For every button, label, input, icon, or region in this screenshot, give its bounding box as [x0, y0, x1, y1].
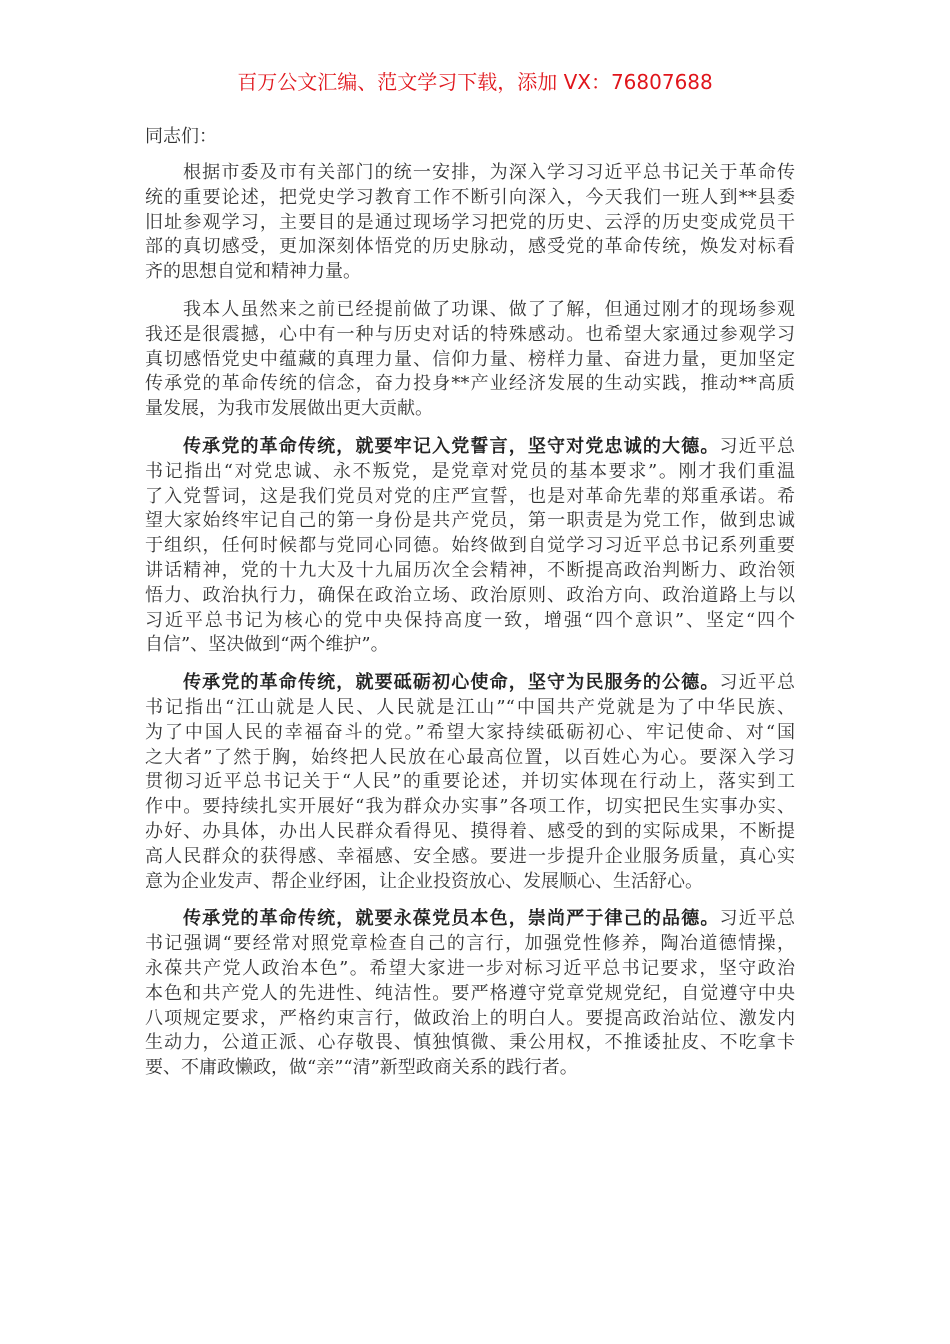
- lead-sentence: 传承党的革命传统，就要砥砺初心使命，坚守为民服务的公德。: [183, 672, 720, 694]
- line-text: 永葆共产党人政治本色”。希望大家进一步对标习近平总书记要求，坚守政治: [145, 957, 795, 979]
- line-text: 部的真切感受，更加深刻体悟党的历史脉动，感受党的革命传统，焕发对标看: [145, 236, 795, 258]
- line-text: 高人民群众的获得感、幸福感、安全感。要进一步提升企业服务质量，真心实: [145, 845, 795, 867]
- line-text: 根据市委及市有关部门的统一安排，为深入学习习近平总书记关于革命传: [183, 162, 795, 183]
- line-text: 习近平总: [719, 435, 795, 457]
- lead-sentence: 传承党的革命传统，就要永葆党员本色，崇尚严于律己的品德。: [183, 908, 720, 930]
- line-text: 悟力、政治执行力，确保在政治立场、政治原则、政治方向、政治道路上与以: [145, 584, 795, 606]
- text-line: [145, 845, 795, 870]
- line-text: 自信”、坚决做到“两个维护”。: [145, 634, 389, 656]
- text-line: [145, 509, 795, 534]
- line-text: 习近平总书记为核心的党中央保持高度一致，增强“四个意识”、坚定“四个: [145, 609, 795, 631]
- text-line: [145, 1031, 795, 1056]
- text-line: [145, 932, 795, 957]
- line-text: 统的重要论述，把党史学习教育工作不断引向深入，今天我们一班人到**县委: [145, 186, 795, 208]
- text-line: [145, 633, 795, 658]
- line-text: 书记指出“江山就是人民、人民就是江山”“中国共产党就是为了中华民族、: [145, 696, 795, 718]
- line-text: 贯彻习近平总书记关于“人民”的重要论述，并切实体现在行动上，落实到工: [145, 771, 795, 793]
- paragraphs: [145, 161, 795, 1081]
- text-line: [145, 1056, 795, 1081]
- line-text: 本色和共产党人的先进性、纯洁性。要严格遵守党章党规党纪，自觉遵守中央: [145, 982, 795, 1004]
- document-body: [145, 124, 795, 1094]
- line-text: 要、不庸政懒政，做“亲”“清”新型政商关系的践行者。: [145, 1057, 578, 1079]
- text-line: [145, 1007, 795, 1032]
- text-line: [145, 323, 795, 348]
- line-text: 办好、办具体，办出人民群众看得见、摸得着、感受的到的实际成果，不断提: [145, 820, 795, 842]
- text-line: [145, 671, 795, 696]
- line-text: 齐的思想自觉和精神力量。: [145, 261, 361, 283]
- text-line: [145, 770, 795, 795]
- line-text: 望大家始终牢记自己的第一身份是共产党员，第一职责是为党工作，做到忠诚: [145, 510, 795, 532]
- line-text: 意为企业发声、帮企业纾困，让企业投资放心、发展顺心、生活舒心。: [145, 870, 703, 892]
- text-line: [145, 348, 795, 373]
- line-text: 书记指出“对党忠诚、永不叛党，是党章对党员的基本要求”。刚才我们重温: [145, 460, 795, 482]
- line-text: 讲话精神，党的十九大及十九届历次全会精神，不断提高政治判断力、政治领: [145, 559, 795, 581]
- line-text: 之大者”了然于胸，始终把人民放在心最高位置，以百姓心为心。要深入学习: [145, 746, 795, 768]
- text-line: [145, 260, 795, 285]
- text-line: [145, 609, 795, 634]
- line-text: 量发展，为我市发展做出更大贡献。: [145, 398, 433, 420]
- text-line: [145, 397, 795, 422]
- text-line: [145, 820, 795, 845]
- line-text: 我还是很震撼，心中有一种与历史对话的特殊感动。也希望大家通过参观学习: [145, 323, 795, 345]
- paragraph: [145, 161, 795, 285]
- text-line: [145, 186, 795, 211]
- text-line: [145, 982, 795, 1007]
- line-text: 为了中国人民的幸福奋斗的党。”希望大家持续砥砺初心、牢记使命、对“国: [145, 721, 795, 743]
- paragraph: [145, 907, 795, 1081]
- paragraph: [145, 671, 795, 894]
- text-line: [145, 235, 795, 260]
- text-line: [145, 696, 795, 721]
- text-line: [145, 907, 795, 932]
- text-line: [145, 534, 795, 559]
- text-line: [145, 795, 795, 820]
- line-text: 书记强调“要经常对照党章检查自己的言行，加强党性修养，陶冶道德情操，: [145, 933, 795, 955]
- text-line: [145, 870, 795, 895]
- line-text: 我本人虽然来之前已经提前做了功课、做了了解，但通过刚才的现场参观: [183, 298, 795, 320]
- line-text: 习近平总: [719, 908, 795, 930]
- line-text: 旧址参观学习，主要目的是通过现场学习把党的历史、云浮的历史变成党员干: [145, 211, 795, 233]
- text-line: [145, 298, 795, 323]
- lead-sentence: 传承党的革命传统，就要牢记入党誓言，坚守对党忠诚的大德。: [183, 435, 720, 457]
- line-text: 作中。要持续扎实开展好“我为群众办实事”各项工作，切实把民生实事办实、: [145, 796, 795, 818]
- text-line: [145, 211, 795, 236]
- line-text: 了入党誓词，这是我们党员对党的庄严宣誓，也是对革命先辈的郑重承诺。希: [145, 485, 795, 507]
- paragraph: [145, 298, 795, 422]
- text-line: [145, 584, 795, 609]
- text-line: [145, 746, 795, 771]
- line-text: 传承党的革命传统的信念，奋力投身**产业经济发展的生动实践，推动**高质: [145, 373, 795, 395]
- salutation: 同志们：: [145, 126, 217, 147]
- text-line: [145, 559, 795, 584]
- text-line: [145, 721, 795, 746]
- paragraph: [145, 435, 795, 658]
- watermark-header: 百万公文汇编、范文学习下载，添加 VX：76807688: [237, 70, 713, 94]
- text-line: [145, 485, 795, 510]
- text-line: [145, 372, 795, 397]
- line-text: 于组织，任何时候都与党同心同德。始终做到自觉学习习近平总书记系列重要: [145, 535, 795, 557]
- text-line: [145, 957, 795, 982]
- line-text: 八项规定要求，严格约束言行，做政治上的明白人。要提高政治站位、激发内: [145, 1007, 795, 1029]
- line-text: 习近平总: [719, 672, 795, 694]
- text-line: [145, 460, 795, 485]
- text-line: [145, 161, 795, 186]
- line-text: 真切感悟党史中蕴藏的真理力量、信仰力量、榜样力量、奋进力量，更加坚定: [145, 348, 795, 370]
- line-text: 生动力，公道正派、心存敬畏、慎独慎微、秉公用权，不推诿扯皮、不吃拿卡: [145, 1032, 795, 1054]
- text-line: [145, 435, 795, 460]
